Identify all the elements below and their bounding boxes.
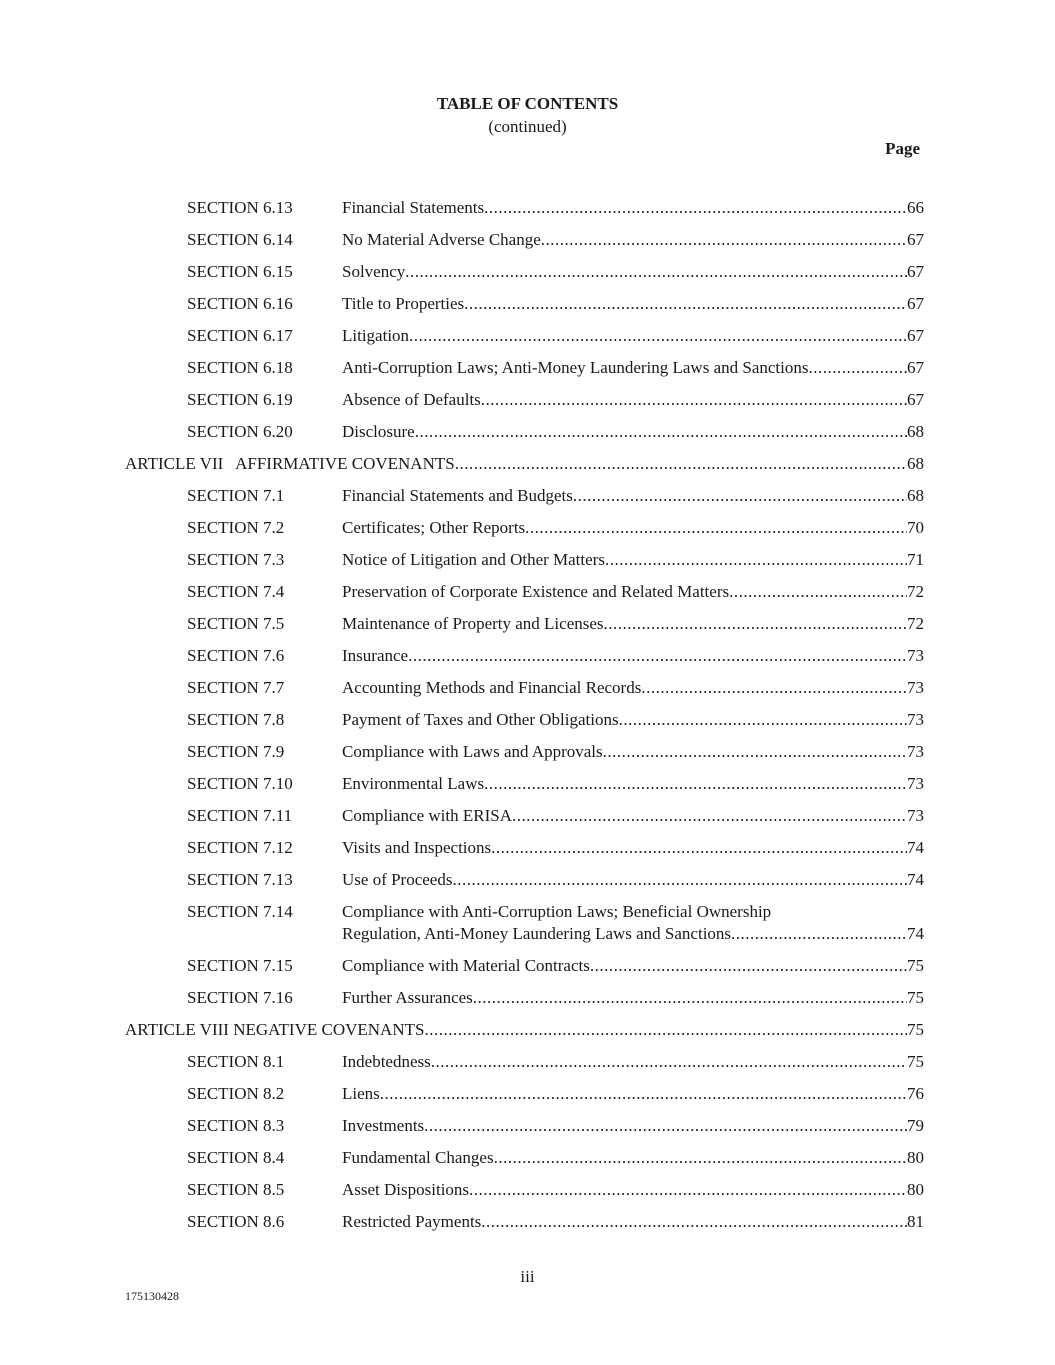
dot-leader [729,581,907,603]
section-number: SECTION 8.5 [187,1180,285,1199]
entry-title-line [342,197,924,219]
section-number: SECTION 7.5 [187,614,285,633]
entry-title-line [342,581,924,603]
entry-title-block [342,613,924,635]
section-number: SECTION 7.7 [187,678,285,697]
entry-title: Asset Dispositions [342,1180,470,1199]
toc-title: TABLE OF CONTENTS [436,94,619,113]
dot-leader [491,837,907,859]
dot-leader [473,987,907,1009]
page-ref: 67 [907,294,924,313]
entry-title: Litigation [342,326,410,345]
entry-title: Payment of Taxes and Other Obligations [342,710,619,729]
entry-title: Regulation, Anti-Money Laundering Laws and Sanctions [342,924,732,943]
page-ref: 74 [907,924,924,943]
dot-leader [380,1083,907,1105]
entry-title-block [342,1147,924,1169]
entry-title: No Material Adverse Change [342,230,541,249]
page-ref: 73 [907,774,924,793]
toc-section-entry[interactable] [0,485,1055,507]
entry-title: Compliance with Material Contracts [342,956,590,975]
entry-title: Disclosure [342,422,415,441]
entry-title: Absence of Defaults [342,390,481,409]
section-number: SECTION 6.15 [187,262,293,281]
entry-title: Anti-Corruption Laws; Anti-Money Laundering Laws and Sanctions [342,358,809,377]
entry-title-line [342,517,924,539]
dot-leader [452,869,907,891]
entry-title-block [342,1083,924,1105]
dot-leader [525,517,907,539]
page-ref: 68 [907,422,924,441]
toc-section-entry[interactable] [0,1147,1055,1169]
toc-section-entry[interactable] [0,549,1055,571]
document-number: 175130428 [125,1289,179,1303]
entry-title: ARTICLE VIII NEGATIVE COVENANTS [125,1020,425,1039]
entry-title-line [342,549,924,571]
entry-title: ARTICLE VII AFFIRMATIVE COVENANTS [125,454,455,473]
dot-leader [455,453,907,475]
page-ref: 74 [907,838,924,857]
page-ref: 80 [907,1148,924,1167]
entry-title: Investments [342,1116,425,1135]
entry-title: Insurance [342,646,409,665]
entry-title-block [342,485,924,507]
entry-title-block [342,1115,924,1137]
entry-title-block [342,1051,924,1073]
page-ref: 67 [907,390,924,409]
section-number: SECTION 6.19 [187,390,293,409]
entry-title-line [342,261,924,283]
page-ref: 79 [907,1116,924,1135]
section-number: SECTION 7.11 [187,806,293,825]
entry-title-line: Compliance with Anti-Corruption Laws; Beneficial Ownership [342,902,772,921]
entry-title-block [342,581,924,603]
page-ref: 67 [907,326,924,345]
entry-title: Further Assurances [342,988,473,1007]
dot-leader [541,229,907,251]
entry-title-line [342,741,924,763]
entry-title-block [342,955,924,977]
toc-section-entry[interactable] [0,677,1055,699]
entry-title-block [125,453,924,475]
entry-title-line [342,677,924,699]
entry-title-block [342,869,924,891]
entry-title: Fundamental Changes [342,1148,494,1167]
entry-title-block [342,677,924,699]
entry-title-block [342,421,924,443]
entry-title-line [342,421,924,443]
section-number: SECTION 7.9 [187,742,285,761]
entry-title-line [342,389,924,411]
dot-leader [481,1211,907,1233]
dot-leader [494,1147,907,1169]
entry-title-line [342,805,924,827]
dot-leader [409,325,907,347]
toc-section-entry[interactable] [0,229,1055,251]
entry-title-line [342,1211,924,1233]
dot-leader [808,357,907,379]
dot-leader [573,485,907,507]
section-number: SECTION 7.1 [187,486,285,505]
entry-title: Notice of Litigation and Other Matters [342,550,605,569]
section-number: SECTION 6.18 [187,358,293,377]
page-ref: 75 [907,988,924,1007]
toc-section-entry[interactable] [0,293,1055,315]
section-number: SECTION 7.6 [187,646,285,665]
dot-leader [405,261,907,283]
entry-title-block [342,741,924,763]
section-number: SECTION 6.17 [187,326,293,345]
toc-section-entry[interactable] [0,901,1055,945]
toc-section-entry[interactable] [0,261,1055,283]
page-ref: 72 [907,614,924,633]
toc-section-entry[interactable] [0,837,1055,859]
dot-leader [484,197,907,219]
dot-leader [590,955,907,977]
entry-title-block [342,325,924,347]
entry-title-block [342,1179,924,1201]
page-number: iii [520,1267,535,1286]
entry-title-line [342,645,924,667]
section-number: SECTION 7.3 [187,550,285,569]
dot-leader [604,613,907,635]
entry-title-block [342,197,924,219]
entry-title: Restricted Payments [342,1212,482,1231]
page-ref: 70 [907,518,924,537]
toc-section-entry[interactable] [0,869,1055,891]
page-ref: 67 [907,358,924,377]
toc-section-entry[interactable] [0,1179,1055,1201]
page-ref: 67 [907,262,924,281]
entry-title-line [342,869,924,891]
dot-leader [408,645,907,667]
section-number: SECTION 6.13 [187,198,293,217]
toc-section-entry[interactable] [0,421,1055,443]
toc-section-entry[interactable] [0,955,1055,977]
toc-section-entry[interactable] [0,773,1055,795]
entry-title-block [125,1019,924,1041]
entry-title: Indebtedness [342,1052,431,1071]
entry-title: Accounting Methods and Financial Records [342,678,642,697]
dot-leader [605,549,907,571]
entry-title-line [342,325,924,347]
section-number: SECTION 8.2 [187,1084,285,1103]
toc-section-entry[interactable] [0,1211,1055,1233]
entry-title: Compliance with ERISA [342,806,512,825]
entry-title-line [342,955,924,977]
dot-leader [619,709,907,731]
dot-leader [464,293,907,315]
entry-title-block [342,229,924,251]
entry-title-block [342,773,924,795]
page-ref: 75 [907,956,924,975]
section-number: SECTION 7.13 [187,870,293,889]
entry-title-line [342,613,924,635]
entry-title: Liens [342,1084,380,1103]
entry-title-block [342,709,924,731]
page-ref: 73 [907,806,924,825]
section-number: SECTION 7.4 [187,582,285,601]
entry-title: Title to Properties [342,294,465,313]
dot-leader [424,1115,907,1137]
entry-title-line [342,229,924,251]
dot-leader [424,1019,907,1041]
entry-title-line [342,1115,924,1137]
entry-title-block [342,805,924,827]
page-ref: 66 [907,198,924,217]
section-number: SECTION 7.12 [187,838,293,857]
section-number: SECTION 6.16 [187,294,293,313]
toc-section-entry[interactable] [0,517,1055,539]
page-ref: 68 [907,486,924,505]
entry-title-line [342,293,924,315]
page-ref: 73 [907,742,924,761]
entry-title: Financial Statements [342,198,485,217]
section-number: SECTION 6.20 [187,422,293,441]
dot-leader [512,805,907,827]
section-number: SECTION 7.15 [187,956,293,975]
page-ref: 73 [907,646,924,665]
section-number: SECTION 7.8 [187,710,285,729]
dot-leader [431,1051,907,1073]
toc-section-entry[interactable] [0,389,1055,411]
page-ref: 68 [907,454,924,473]
section-number: SECTION 6.14 [187,230,293,249]
entry-title: Certificates; Other Reports [342,518,526,537]
entry-title-line [125,1019,924,1041]
page-ref: 67 [907,230,924,249]
entry-title-line [342,923,924,945]
section-number: SECTION 7.14 [187,902,293,921]
entry-title-block [342,987,924,1009]
toc-section-entry[interactable] [0,325,1055,347]
page-ref: 71 [907,550,924,569]
dot-leader [641,677,907,699]
page-column-header: Page [885,139,920,158]
entry-title-line [342,1051,924,1073]
entry-title-block [342,901,924,945]
page-ref: 81 [907,1212,924,1231]
page-ref: 74 [907,870,924,889]
entry-title-line [342,987,924,1009]
page-ref: 80 [907,1180,924,1199]
toc-section-entry[interactable] [0,613,1055,635]
toc-section-entry[interactable] [0,987,1055,1009]
toc-section-entry[interactable] [0,197,1055,219]
entry-title-line [342,1083,924,1105]
entry-title-block [342,261,924,283]
entry-title: Financial Statements and Budgets [342,486,573,505]
entry-title: Preservation of Corporate Existence and Related Matters [342,582,730,601]
entry-title-block [342,293,924,315]
section-number: SECTION 7.16 [187,988,293,1007]
entry-title-block [342,517,924,539]
entry-title: Maintenance of Property and Licenses [342,614,604,633]
page-ref: 75 [907,1020,924,1039]
entry-title-line [342,485,924,507]
entry-title: Environmental Laws [342,774,485,793]
section-number: SECTION 7.2 [187,518,285,537]
section-number: SECTION 8.6 [187,1212,285,1231]
page-ref: 73 [907,710,924,729]
dot-leader [415,421,907,443]
dot-leader [481,389,907,411]
toc-list [0,197,1055,1243]
toc-article-entry[interactable] [0,1019,1055,1041]
toc-section-entry[interactable] [0,1115,1055,1137]
toc-section-entry[interactable] [0,645,1055,667]
toc-article-entry[interactable] [0,453,1055,475]
entry-title-block [342,645,924,667]
section-number: SECTION 7.10 [187,774,293,793]
entry-title: Use of Proceeds [342,870,453,889]
page-ref: 73 [907,678,924,697]
toc-section-entry[interactable] [0,1051,1055,1073]
entry-title-line [342,837,924,859]
entry-title: Solvency [342,262,406,281]
dot-leader [731,923,907,945]
section-number: SECTION 8.3 [187,1116,285,1135]
dot-leader [484,773,907,795]
entry-title-line [125,453,924,475]
entry-title-block [342,389,924,411]
entry-title-block [342,837,924,859]
entry-title: Compliance with Laws and Approvals [342,742,603,761]
page-ref: 72 [907,582,924,601]
toc-section-entry[interactable] [0,741,1055,763]
entry-title-line [342,1147,924,1169]
entry-title-line [342,709,924,731]
toc-section-entry[interactable] [0,805,1055,827]
toc-section-entry[interactable] [0,709,1055,731]
entry-title-line [342,1179,924,1201]
page-ref: 75 [907,1052,924,1071]
entry-title-line [342,357,924,379]
section-number: SECTION 8.1 [187,1052,285,1071]
entry-title-line [342,773,924,795]
entry-title-block [342,357,924,379]
toc-subtitle: (continued) [488,117,567,136]
dot-leader [469,1179,907,1201]
toc-section-entry[interactable] [0,357,1055,379]
dot-leader [603,741,907,763]
entry-title-block [342,1211,924,1233]
entry-title-block [342,549,924,571]
toc-section-entry[interactable] [0,1083,1055,1105]
toc-section-entry[interactable] [0,581,1055,603]
section-number: SECTION 8.4 [187,1148,285,1167]
entry-title: Visits and Inspections [342,838,492,857]
page-ref: 76 [907,1084,924,1103]
